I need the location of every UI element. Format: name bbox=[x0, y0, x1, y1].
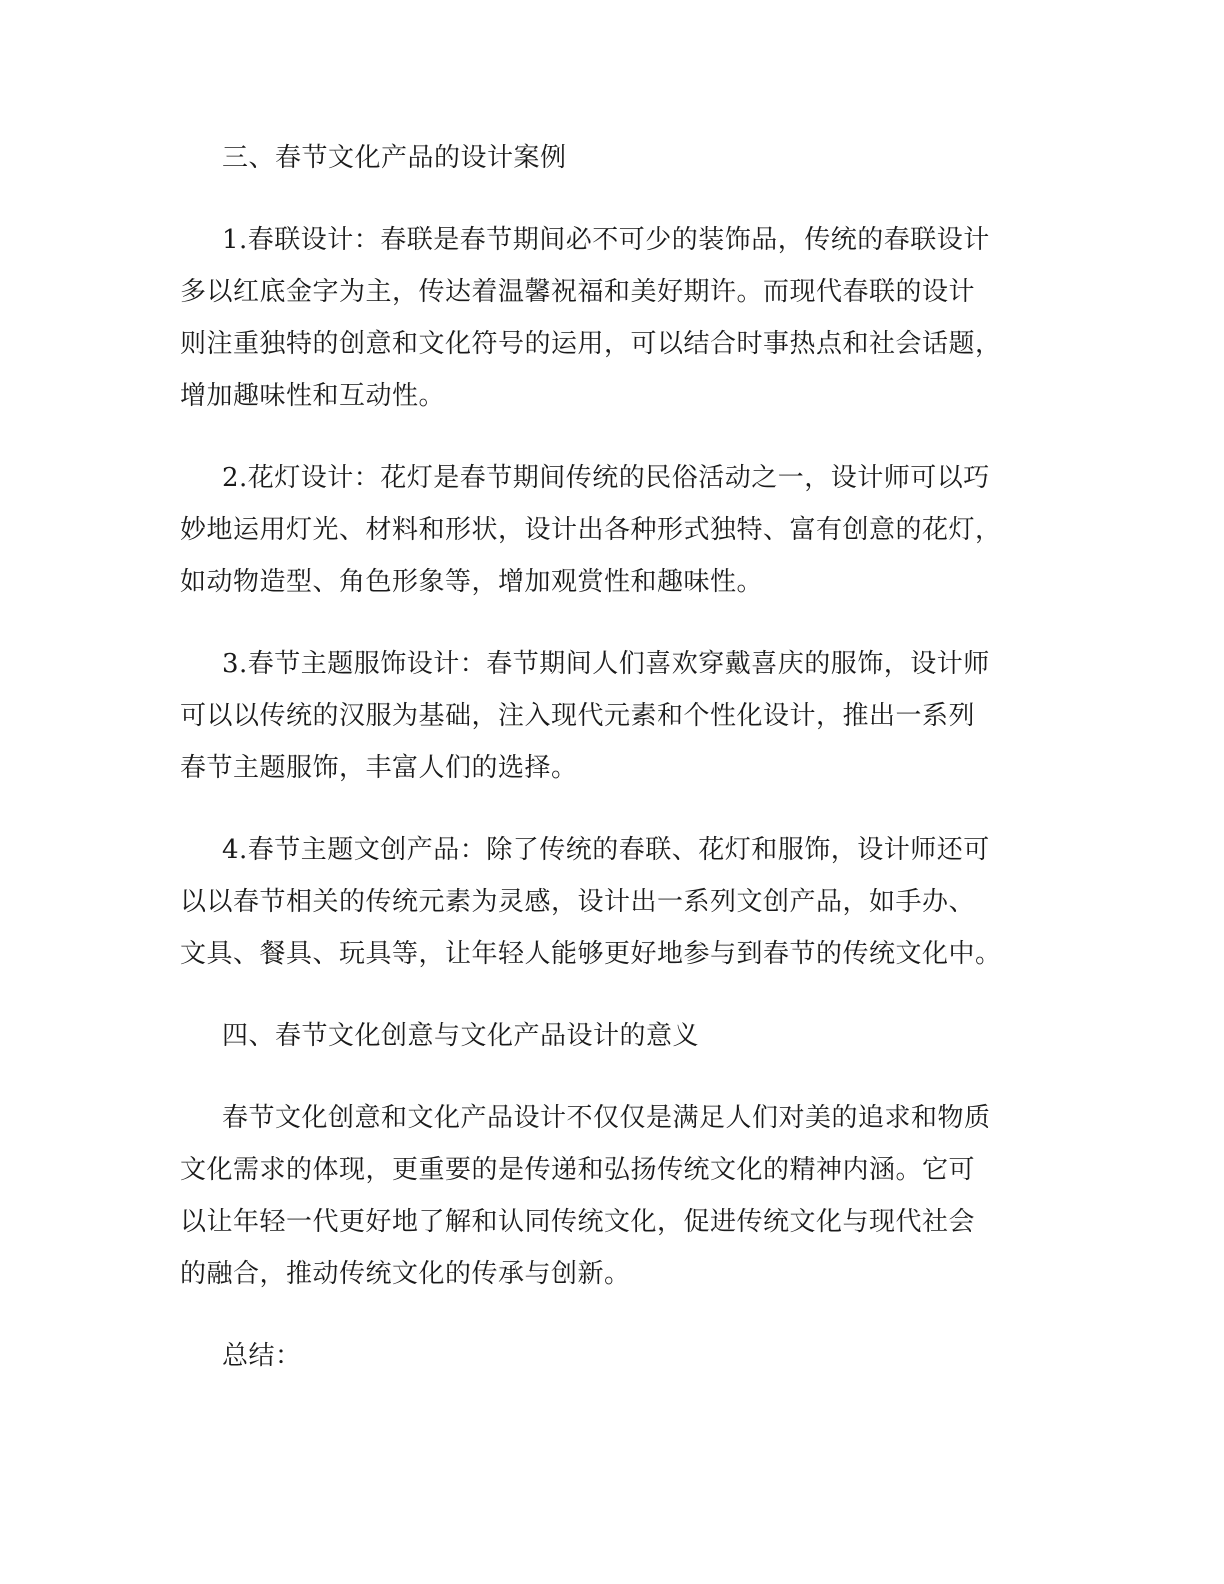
paragraph-line: 春节文化创意和文化产品设计不仅仅是满足人们对美的追求和物质 bbox=[222, 1103, 991, 1133]
paragraph-line: 以以春节相关的传统元素为灵感，设计出一系列文创产品，如手办、 bbox=[180, 887, 976, 917]
document-body bbox=[180, 132, 1060, 1412]
paragraph-line: 多以红底金字为主，传达着温馨祝福和美好期许。而现代春联的设计 bbox=[180, 277, 976, 307]
section-heading-4 bbox=[180, 1010, 1060, 1062]
paragraph-line: 增加趣味性和互动性。 bbox=[180, 381, 446, 411]
paragraph-line: 春节主题服饰，丰富人们的选择。 bbox=[180, 753, 578, 783]
paragraph-line: 的融合，推动传统文化的传承与创新。 bbox=[180, 1259, 631, 1289]
paragraph-line: 可以以传统的汉服为基础，注入现代元素和个性化设计，推出一系列 bbox=[180, 701, 976, 731]
paragraph-line: 文具、餐具、玩具等，让年轻人能够更好地参与到春节的传统文化中。 bbox=[180, 939, 1002, 969]
paragraph-line: 4.春节主题文创产品：除了传统的春联、花灯和服饰，设计师还可 bbox=[222, 835, 990, 865]
paragraph-line: 如动物造型、角色形象等，增加观赏性和趣味性。 bbox=[180, 567, 764, 597]
summary-label: 总结： bbox=[222, 1341, 302, 1371]
paragraph-significance bbox=[180, 1092, 1060, 1300]
paragraph-line: 文化需求的体现，更重要的是传递和弘扬传统文化的精神内涵。它可 bbox=[180, 1155, 976, 1185]
paragraph-line: 以让年轻一代更好地了解和认同传统文化，促进传统文化与现代社会 bbox=[180, 1207, 976, 1237]
paragraph-creative-products bbox=[180, 824, 1060, 980]
heading-text: 三、春节文化产品的设计案例 bbox=[222, 143, 567, 173]
heading-text: 四、春节文化创意与文化产品设计的意义 bbox=[222, 1021, 700, 1051]
paragraph-line: 则注重独特的创意和文化符号的运用，可以结合时事热点和社会话题， bbox=[180, 329, 1002, 359]
summary-heading bbox=[180, 1330, 1060, 1382]
section-heading-3 bbox=[180, 132, 1060, 184]
paragraph-costume bbox=[180, 638, 1060, 794]
paragraph-line: 2.花灯设计：花灯是春节期间传统的民俗活动之一，设计师可以巧 bbox=[222, 463, 990, 493]
paragraph-lantern bbox=[180, 452, 1060, 608]
paragraph-line: 妙地运用灯光、材料和形状，设计出各种形式独特、富有创意的花灯， bbox=[180, 515, 1002, 545]
paragraph-line: 3.春节主题服饰设计：春节期间人们喜欢穿戴喜庆的服饰，设计师 bbox=[222, 649, 990, 679]
paragraph-line: 1.春联设计：春联是春节期间必不可少的装饰品，传统的春联设计 bbox=[222, 225, 990, 255]
paragraph-spring-couplet bbox=[180, 214, 1060, 422]
